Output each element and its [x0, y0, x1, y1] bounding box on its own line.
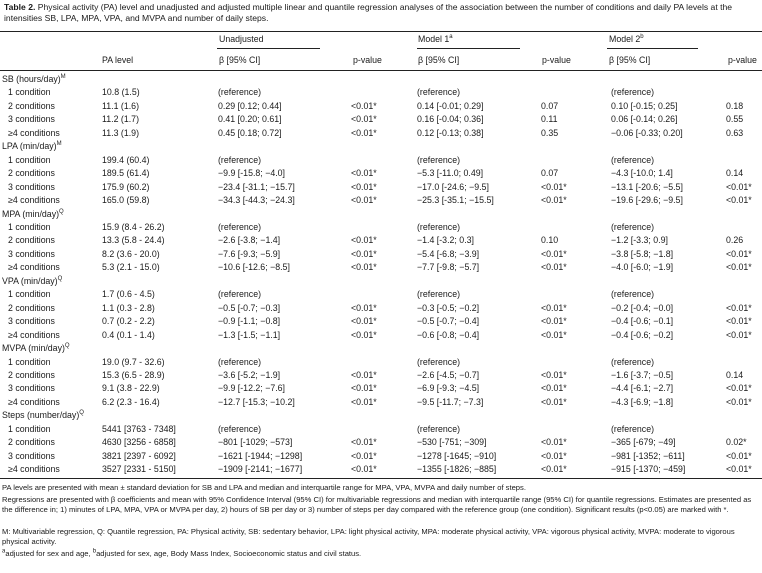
unadjusted-pvalue-cell	[351, 356, 416, 369]
model1-pvalue-cell: 0.07	[541, 168, 559, 179]
model1-beta-cell: (reference)	[417, 87, 461, 98]
model1-beta-cell: −5.3 [-11.0; 0.49]	[417, 168, 484, 179]
unadjusted-beta-cell: −34.3 [-44.3; −24.3]	[218, 195, 295, 206]
unadjusted-beta-cell: (reference)	[218, 221, 262, 232]
header-unadjusted-beta: β [95% CI]	[219, 55, 261, 65]
bottom-rule	[0, 478, 762, 479]
model1-pvalue-cell: <0.01*	[541, 302, 567, 313]
model1-pvalue-cell: <0.01*	[541, 437, 567, 448]
row-label: 3 conditions	[8, 114, 55, 125]
pa-level-cell: 0.7 (0.2 - 2.2)	[102, 316, 155, 327]
table-row	[0, 463, 762, 476]
model1-pvalue-cell: <0.01*	[541, 329, 567, 340]
unadjusted-beta-cell: (reference)	[218, 87, 262, 98]
unadjusted-pvalue-cell: <0.01*	[351, 127, 377, 138]
table-row	[0, 100, 762, 113]
unadjusted-pvalue-cell: <0.01*	[351, 114, 377, 125]
unadjusted-beta-cell: −9.9 [-15.8; −4.0]	[218, 168, 286, 179]
pa-level-cell: 8.2 (3.6 - 20.0)	[102, 248, 160, 259]
model2-beta-cell: −3.8 [-5.8; −1.8]	[611, 248, 674, 259]
model2-pvalue-cell	[726, 288, 762, 301]
unadjusted-beta-cell: (reference)	[218, 423, 262, 434]
unadjusted-beta-cell: −0.9 [-1.1; −0.8]	[218, 316, 281, 327]
model2-beta-cell: −981 [-1352; −611]	[611, 450, 685, 461]
unadjusted-beta-cell: −7.6 [-9.3; −5.9]	[218, 248, 281, 259]
header-bottom-rule	[0, 70, 762, 71]
header-model2: Model 2$^b$	[609, 34, 644, 44]
model2-pvalue-cell: <0.01*	[726, 195, 752, 206]
row-label: 2 conditions	[8, 369, 55, 380]
unadjusted-beta-cell: −3.6 [-5.2; −1.9]	[218, 369, 281, 380]
footnote-pa-levels: PA levels are presented with mean ± standard deviation for SB and LPA and median and interquartile range for MPA, VPA, MVPA and daily number of steps.	[2, 483, 526, 492]
pa-level-cell: 10.8 (1.5)	[102, 87, 140, 98]
model2-beta-cell: −4.0 [-6.0; −1.9]	[611, 262, 674, 273]
table-row	[0, 261, 762, 274]
row-label: 2 conditions	[8, 100, 55, 111]
table-caption	[4, 2, 758, 24]
unadjusted-beta-cell: −2.6 [-3.8; −1.4]	[218, 235, 281, 246]
model2-beta-cell: (reference)	[611, 289, 655, 300]
header-model1-beta: β [95% CI]	[418, 55, 460, 65]
model1-beta-cell: (reference)	[417, 154, 461, 165]
table-row	[0, 302, 762, 315]
model2-beta-cell: 0.10 [-0.15; 0.25]	[611, 100, 678, 111]
row-label: 1 condition	[8, 221, 51, 232]
unadjusted-pvalue-cell: <0.01*	[351, 464, 377, 475]
unadjusted-pvalue-cell: <0.01*	[351, 302, 377, 313]
model1-beta-cell: −530 [-751; −309]	[417, 437, 487, 448]
model2-pvalue-cell: <0.01*	[726, 316, 752, 327]
unadjusted-beta-cell: 0.45 [0.18; 0.72]	[218, 127, 282, 138]
model2-pvalue-cell: 0.14	[726, 369, 744, 380]
pa-level-cell: 11.2 (1.7)	[102, 114, 139, 125]
unadjusted-pvalue-cell: <0.01*	[351, 437, 377, 448]
row-label: 3 conditions	[8, 450, 55, 461]
unadjusted-beta-cell: (reference)	[218, 356, 262, 367]
row-label: 1 condition	[8, 289, 51, 300]
model2-pvalue-cell: <0.01*	[726, 450, 752, 461]
model2-pvalue-cell: 0.26	[726, 235, 744, 246]
model1-beta-cell: −5.4 [-6.8; −3.9]	[417, 248, 480, 259]
model2-pvalue-cell	[726, 154, 762, 167]
model2-beta-cell: (reference)	[611, 356, 655, 367]
table-row	[0, 181, 762, 194]
row-label: 2 conditions	[8, 302, 55, 313]
table-section-row	[0, 409, 762, 422]
unadjusted-pvalue-cell	[351, 288, 416, 301]
model1-pvalue-cell	[541, 221, 609, 234]
pa-level-cell: 9.1 (3.8 - 22.9)	[102, 383, 160, 394]
model1-beta-cell: (reference)	[417, 356, 461, 367]
section-label: VPA $(\min/day)^Q$	[2, 275, 63, 286]
table-row	[0, 113, 762, 126]
table-row	[0, 127, 762, 140]
model1-beta-cell: −1278 [-1645; −910]	[417, 450, 497, 461]
pa-level-cell: 189.5 (61.4)	[102, 168, 150, 179]
pa-level-cell: 4630 [3256 - 6858]	[102, 437, 176, 448]
model1-pvalue-cell	[541, 154, 609, 167]
model1-pvalue-cell	[541, 423, 609, 436]
footnote-adjustments: $^a$adjusted for sex and age, $^b$adjusted for sex, age, Body Mass Index, Socioeconomic status and civil status.	[2, 548, 362, 558]
pa-level-cell: 11.3 (1.9)	[102, 127, 139, 138]
row-label: 1 condition	[8, 87, 51, 98]
table-row	[0, 396, 762, 409]
pa-level-cell: 5441 [3763 - 7348]	[102, 423, 176, 434]
model2-beta-cell: (reference)	[611, 87, 655, 98]
unadjusted-beta-cell: −12.7 [-15.3; −10.2]	[218, 396, 295, 407]
model1-beta-cell: −9.5 [-11.7; −7.3]	[417, 396, 484, 407]
table-row	[0, 194, 762, 207]
table-row	[0, 154, 762, 167]
table-row	[0, 423, 762, 436]
model2-pvalue-cell: <0.01*	[726, 383, 752, 394]
model1-pvalue-cell: <0.01*	[541, 181, 567, 192]
pa-level-cell: 3527 [2331 - 5150]	[102, 464, 176, 475]
row-label: 3 conditions	[8, 181, 55, 192]
table-row	[0, 248, 762, 261]
model2-beta-cell: −0.06 [-0.33; 0.20]	[611, 127, 683, 138]
pa-level-cell: 165.0 (59.8)	[102, 195, 150, 206]
table-row	[0, 167, 762, 180]
row-label: 3 conditions	[8, 316, 55, 327]
model2-beta-cell: −365 [-679; −49]	[611, 437, 676, 448]
model1-beta-cell: (reference)	[417, 221, 461, 232]
row-label: 2 conditions	[8, 437, 55, 448]
model1-beta-cell: −17.0 [-24.6; −9.5]	[417, 181, 489, 192]
model2-beta-cell: −0.4 [-0.6; −0.2]	[611, 329, 674, 340]
model1-pvalue-cell	[541, 86, 609, 99]
unadjusted-beta-cell: (reference)	[218, 154, 262, 165]
results-table	[0, 73, 762, 477]
model2-pvalue-cell: <0.01*	[726, 464, 752, 475]
model1-beta-cell: −1.4 [-3.2; 0.3]	[417, 235, 474, 246]
table-row	[0, 369, 762, 382]
model1-pvalue-cell: <0.01*	[541, 369, 567, 380]
unadjusted-pvalue-cell: <0.01*	[351, 450, 377, 461]
row-label: 2 conditions	[8, 168, 55, 179]
unadjusted-pvalue-cell: <0.01*	[351, 195, 377, 206]
unadjusted-beta-cell: 0.29 [0.12; 0.44]	[218, 100, 282, 111]
table-row	[0, 450, 762, 463]
table-row	[0, 288, 762, 301]
model2-pvalue-cell: 0.55	[726, 114, 744, 125]
footnote-abbreviations: M: Multivariable regression, Q: Quantile regression, PA: Physical activity, SB: sedentary behavior, LPA: light physical activity, MPA: moderate physical activity, VPA: vigorous physical activity, MVPA: moderate to vigorous physical activity.	[2, 527, 735, 546]
model1-beta-cell: −1355 [-1826; −885]	[417, 464, 497, 475]
model1-beta-cell: −25.3 [-35.1; −15.5]	[417, 195, 494, 206]
model1-pvalue-cell: <0.01*	[541, 248, 567, 259]
unadjusted-beta-cell: 0.41 [0.20; 0.61]	[218, 114, 282, 125]
model1-pvalue-cell: <0.01*	[541, 316, 567, 327]
model1-pvalue-cell: <0.01*	[541, 396, 567, 407]
section-label: Steps (number/day)$^Q$	[2, 410, 84, 421]
unadjusted-beta-cell: −1621 [-1944; −1298]	[218, 450, 303, 461]
section-label: MPA $(\min/day)^Q$	[2, 208, 64, 219]
header-model2-beta: β [95% CI]	[609, 55, 651, 65]
row-label: 2 conditions	[8, 235, 55, 246]
unadjusted-pvalue-cell	[351, 154, 416, 167]
unadjusted-beta-cell: −9.9 [-12.2; −7.6]	[218, 383, 286, 394]
model2-beta-cell: −4.3 [-6.9; −1.8]	[611, 396, 674, 407]
row-label: ≥4 conditions	[8, 396, 60, 407]
row-label: 1 condition	[8, 154, 51, 165]
model1-beta-cell: −0.5 [-0.7; −0.4]	[417, 316, 480, 327]
model2-beta-cell: −4.4 [-6.1; −2.7]	[611, 383, 674, 394]
table-section-row	[0, 140, 762, 153]
table-section-row	[0, 208, 762, 221]
unadjusted-beta-cell: −10.6 [-12.6; −8.5]	[218, 262, 290, 273]
model1-beta-cell: 0.12 [-0.13; 0.38]	[417, 127, 484, 138]
model2-pvalue-cell: <0.01*	[726, 262, 752, 273]
model2-beta-cell: (reference)	[611, 423, 655, 434]
model2-pvalue-cell: <0.01*	[726, 248, 752, 259]
section-label: LPA $(\min/day)^M$	[2, 141, 62, 152]
unadjusted-pvalue-cell	[351, 86, 416, 99]
model1-pvalue-cell: <0.01*	[541, 262, 567, 273]
model1-pvalue-cell: <0.01*	[541, 383, 567, 394]
section-label: MVPA $(\min/day)^Q$	[2, 343, 70, 354]
results-table-body	[0, 73, 762, 477]
pa-level-cell: 3821 [2397 - 6092]	[102, 450, 176, 461]
row-label: ≥4 conditions	[8, 262, 60, 273]
unadjusted-beta-cell: −0.5 [-0.7; −0.3]	[218, 302, 281, 313]
model2-pvalue-cell	[726, 356, 762, 369]
table-row	[0, 86, 762, 99]
table-section-row	[0, 342, 762, 355]
row-label: ≥4 conditions	[8, 464, 60, 475]
row-label: 3 conditions	[8, 248, 55, 259]
pa-level-cell: 5.3 (2.1 - 15.0)	[102, 262, 160, 273]
pa-level-cell: 199.4 (60.4)	[102, 154, 150, 165]
model2-pvalue-cell	[726, 221, 762, 234]
model1-beta-cell: −0.3 [-0.5; −0.2]	[417, 302, 480, 313]
table-row	[0, 356, 762, 369]
model2-pvalue-cell: 0.63	[726, 127, 744, 138]
section-label: SB (hours/day)$^M$	[2, 74, 66, 84]
pa-level-cell: 1.1 (0.3 - 2.8)	[102, 302, 155, 313]
table-caption-text: Physical activity (PA) level and unadjusted and adjusted multiple linear and quantile regression analyses of the association between the number of conditions and daily PA levels at the intensities SB, LPA, MPA, VPA, and MVPA and number of daily steps.	[4, 2, 733, 23]
top-rule	[0, 31, 762, 32]
model2-beta-cell: (reference)	[611, 221, 655, 232]
model2-pvalue-cell	[726, 86, 762, 99]
model1-pvalue-cell: 0.35	[541, 127, 559, 138]
unadjusted-pvalue-cell: <0.01*	[351, 383, 377, 394]
model2-pvalue-cell	[726, 423, 762, 436]
unadjusted-pvalue-cell: <0.01*	[351, 181, 377, 192]
model1-pvalue-cell	[541, 356, 609, 369]
unadjusted-beta-cell: −1.3 [-1.5; −1.1]	[218, 329, 281, 340]
model2-pvalue-cell: <0.01*	[726, 329, 752, 340]
model1-beta-cell: −7.7 [-9.8; −5.7]	[417, 262, 480, 273]
model1-pvalue-cell: 0.11	[541, 114, 558, 125]
model1-beta-cell: (reference)	[417, 289, 461, 300]
model2-beta-cell: −1.2 [-3.3; 0.9]	[611, 235, 668, 246]
model2-beta-cell: 0.06 [-0.14; 0.26]	[611, 114, 678, 125]
model2-beta-cell: −1.6 [-3.7; −0.5]	[611, 369, 674, 380]
footnote-regressions: Regressions are presented with β coefficients and mean with 95% Confidence Interval (95% CI) for multivariable regressions and median with interquartile range (95% CI) for quantile regressions. Estimates are presented as the difference in; 1) minutes of LPA, MPA, VPA or MVPA per day, 2) hours of SB per day or 3) number of steps per day compared with the reference group (one condition). Significant results (p<0.05) are marked with *.	[2, 495, 752, 514]
pa-level-cell: 1.7 (0.6 - 4.5)	[102, 289, 155, 300]
pa-level-cell: 15.9 (8.4 - 26.2)	[102, 221, 165, 232]
unadjusted-pvalue-cell	[351, 423, 416, 436]
pa-level-cell: 0.4 (0.1 - 1.4)	[102, 329, 155, 340]
unadjusted-beta-cell: −1909 [-2141; −1677]	[218, 464, 303, 475]
model2-pvalue-cell: 0.14	[726, 168, 744, 179]
table-caption-label: Table 2.	[4, 2, 36, 12]
row-label: 3 conditions	[8, 383, 55, 394]
model1-pvalue-cell: <0.01*	[541, 464, 567, 475]
model1-group-rule	[417, 48, 520, 49]
model1-beta-cell: −6.9 [-9.3; −4.5]	[417, 383, 480, 394]
unadjusted-beta-cell: (reference)	[218, 289, 262, 300]
model2-beta-cell: −0.2 [-0.4; −0.0]	[611, 302, 674, 313]
header-unadjusted: Unadjusted	[219, 34, 264, 44]
table-row	[0, 315, 762, 328]
header-unadjusted-pvalue: p-value	[353, 55, 382, 65]
pa-level-cell: 175.9 (60.2)	[102, 181, 150, 192]
unadjusted-group-rule	[217, 48, 320, 49]
model2-pvalue-cell: <0.01*	[726, 396, 752, 407]
model1-pvalue-cell: <0.01*	[541, 450, 567, 461]
model2-pvalue-cell: 0.02*	[726, 437, 747, 448]
row-label: 1 condition	[8, 356, 51, 367]
header-pa-level: PA level	[102, 55, 134, 65]
table-section-row	[0, 73, 762, 86]
pa-level-cell: 13.3 (5.8 - 24.4)	[102, 235, 165, 246]
row-label: ≥4 conditions	[8, 127, 60, 138]
unadjusted-pvalue-cell: <0.01*	[351, 235, 377, 246]
model2-beta-cell: −13.1 [-20.6; −5.5]	[611, 181, 683, 192]
model2-beta-cell: (reference)	[611, 154, 655, 165]
model2-pvalue-cell: <0.01*	[726, 302, 752, 313]
model2-pvalue-cell: <0.01*	[726, 181, 752, 192]
model1-beta-cell: −2.6 [-4.5; −0.7]	[417, 369, 480, 380]
model2-group-rule	[607, 48, 698, 49]
model1-pvalue-cell: 0.10	[541, 235, 559, 246]
table-row	[0, 382, 762, 395]
pa-level-cell: 19.0 (9.7 - 32.6)	[102, 356, 165, 367]
model1-beta-cell: 0.14 [-0.01; 0.29]	[417, 100, 484, 111]
header-model1: Model 1$^a$	[418, 34, 453, 44]
unadjusted-pvalue-cell: <0.01*	[351, 100, 377, 111]
unadjusted-pvalue-cell: <0.01*	[351, 262, 377, 273]
model1-beta-cell: −0.6 [-0.8; −0.4]	[417, 329, 480, 340]
model2-pvalue-cell: 0.18	[726, 100, 744, 111]
table-row	[0, 234, 762, 247]
header-model2-pvalue: p-value	[728, 55, 757, 65]
unadjusted-beta-cell: −801 [-1029; −573]	[218, 437, 293, 448]
pa-level-cell: 11.1 (1.6)	[102, 100, 139, 111]
row-label: 1 condition	[8, 423, 51, 434]
row-label: ≥4 conditions	[8, 329, 60, 340]
table-section-row	[0, 275, 762, 288]
table-row	[0, 221, 762, 234]
unadjusted-pvalue-cell: <0.01*	[351, 168, 377, 179]
unadjusted-pvalue-cell: <0.01*	[351, 248, 377, 259]
pa-level-cell: 15.3 (6.5 - 28.9)	[102, 369, 165, 380]
unadjusted-pvalue-cell: <0.01*	[351, 396, 377, 407]
model1-pvalue-cell: 0.07	[541, 100, 559, 111]
unadjusted-pvalue-cell: <0.01*	[351, 369, 377, 380]
unadjusted-pvalue-cell: <0.01*	[351, 316, 377, 327]
model2-beta-cell: −19.6 [-29.6; −9.5]	[611, 195, 683, 206]
pa-level-cell: 6.2 (2.3 - 16.4)	[102, 396, 160, 407]
model2-beta-cell: −0.4 [-0.6; −0.1]	[611, 316, 674, 327]
model2-beta-cell: −915 [-1370; −459]	[611, 464, 686, 475]
model2-beta-cell: −4.3 [-10.0; 1.4]	[611, 168, 673, 179]
unadjusted-pvalue-cell	[351, 221, 416, 234]
table-row	[0, 436, 762, 449]
row-label: ≥4 conditions	[8, 195, 60, 206]
model1-beta-cell: 0.16 [-0.04; 0.36]	[417, 114, 484, 125]
unadjusted-pvalue-cell: <0.01*	[351, 329, 377, 340]
model1-pvalue-cell	[541, 288, 609, 301]
header-model1-pvalue: p-value	[542, 55, 571, 65]
unadjusted-beta-cell: −23.4 [-31.1; −15.7]	[218, 181, 295, 192]
table-row	[0, 329, 762, 342]
model1-pvalue-cell: <0.01*	[541, 195, 567, 206]
model1-beta-cell: (reference)	[417, 423, 461, 434]
